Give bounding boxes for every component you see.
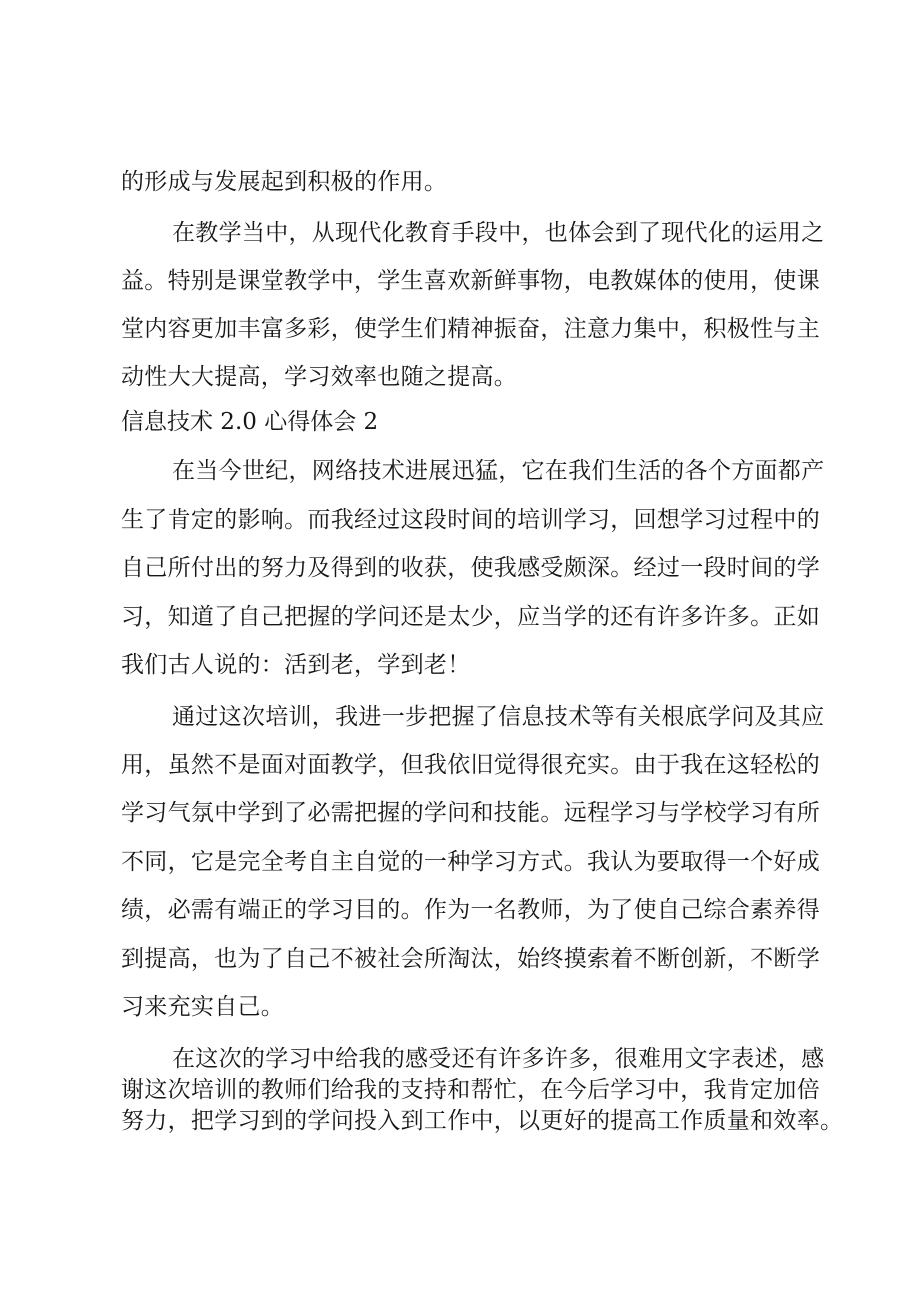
paragraph-line: 谢这次培训的教师们给我的支持和帮忙，在今后学习中，我肯定加倍 xyxy=(121,1077,820,1103)
paragraph-line: 益。特别是课堂教学中，学生喜欢新鲜事物，电教媒体的使用，使课 xyxy=(121,268,820,294)
paragraph-line: 努力，把学习到的学问投入到工作中，以更好的提高工作质量和效率。 xyxy=(121,1108,844,1134)
paragraph-line: 在当今世纪，网络技术进展迅猛，它在我们生活的各个方面都产 xyxy=(172,458,825,484)
paragraph-line: 自己所付出的努力及得到的收获，使我感受颇深。经过一段时间的学 xyxy=(121,555,820,581)
section-heading: 信息技术 2.0 心得体会 2 xyxy=(121,409,379,435)
paragraph-line: 到提高，也为了自己不被社会所淘汰，始终摸索着不断创新，不断学 xyxy=(121,946,820,972)
paragraph-line: 习来充实自己。 xyxy=(121,994,285,1020)
paragraph-line: 在教学当中，从现代化教育手段中，也体会到了现代化的运用之 xyxy=(172,220,825,246)
paragraph-line: 动性大大提高，学习效率也随之提高。 xyxy=(121,364,518,390)
paragraph-line: 绩，必需有端正的学习目的。作为一名教师，为了使自己综合素养得 xyxy=(121,897,820,923)
paragraph-line: 习，知道了自己把握的学问还是太少，应当学的还有许多许多。正如 xyxy=(121,604,820,630)
paragraph-line: 生了肯定的影响。而我经过这段时间的培训学习，回想学习过程中的 xyxy=(121,507,820,533)
paragraph-line: 用，虽然不是面对面教学，但我依旧觉得很充实。由于我在这轻松的 xyxy=(121,752,820,778)
paragraph-line: 的形成与发展起到积极的作用。 xyxy=(121,169,448,195)
paragraph-line: 学习气氛中学到了必需把握的学问和技能。远程学习与学校学习有所 xyxy=(121,800,820,826)
paragraph-line: 通过这次培训，我进一步把握了信息技术等有关根底学问及其应 xyxy=(172,704,825,730)
paragraph-line: 在这次的学习中给我的感受还有许多许多，很难用文字表述，感 xyxy=(172,1046,825,1072)
paragraph-line: 我们古人说的：活到老，学到老！ xyxy=(121,652,471,678)
paragraph-line: 不同，它是完全考自主自觉的一种学习方式。我认为要取得一个好成 xyxy=(121,849,820,875)
paragraph-line: 堂内容更加丰富多彩，使学生们精神振奋，注意力集中，积极性与主 xyxy=(121,316,820,342)
